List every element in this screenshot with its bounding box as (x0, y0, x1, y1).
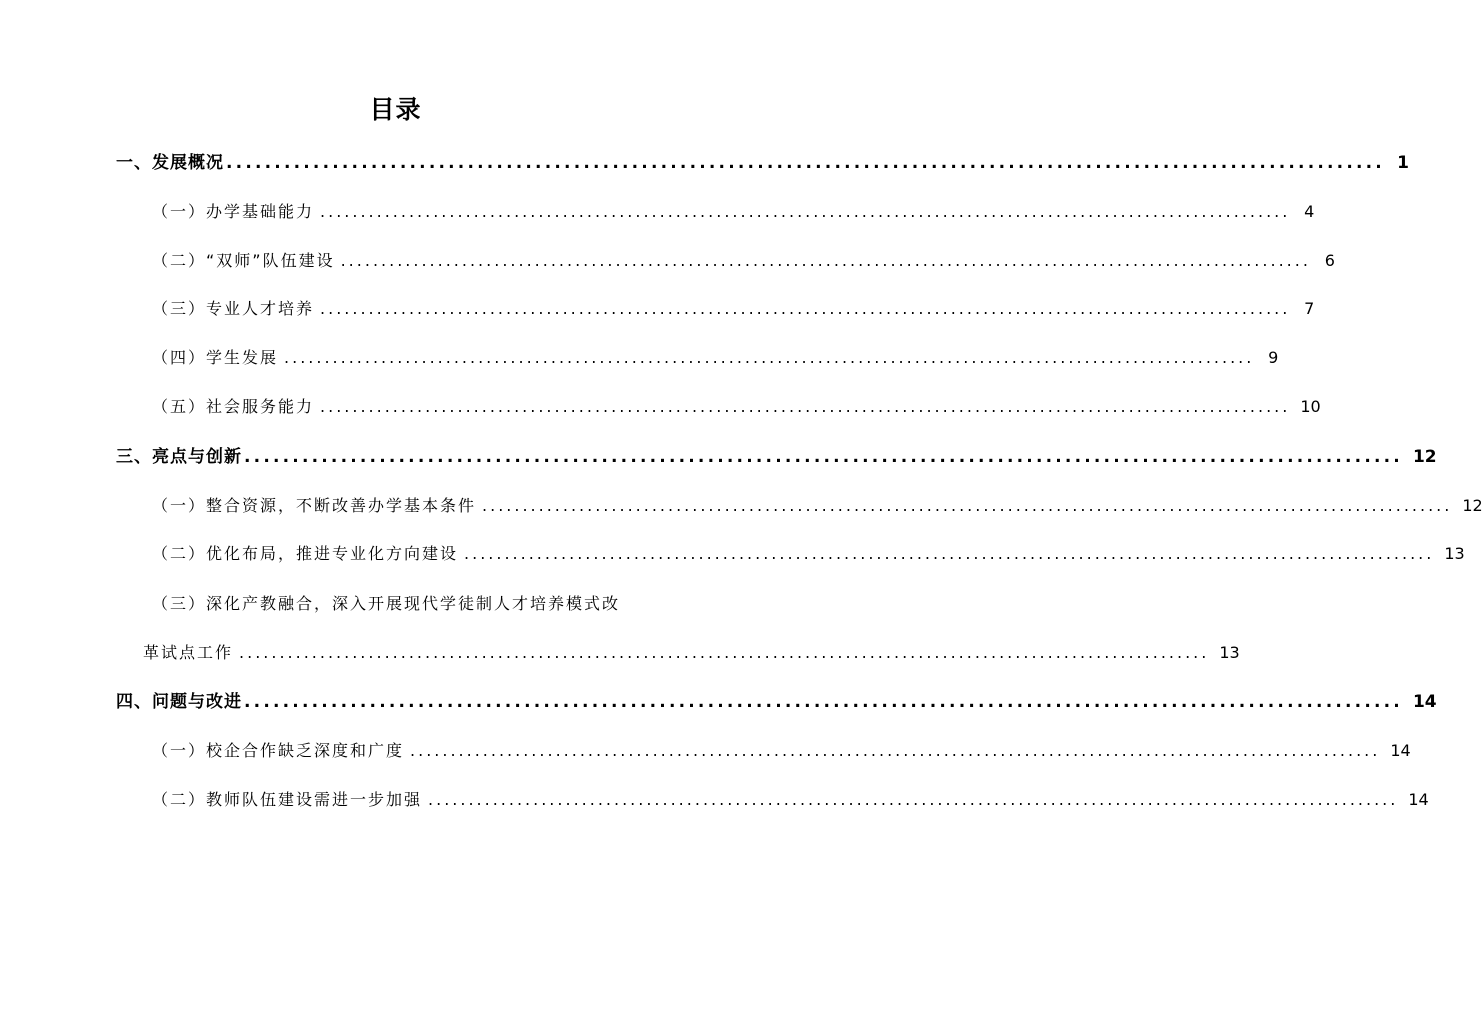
toc-entry[interactable] (116, 444, 1437, 470)
toc-entry[interactable] (152, 493, 1483, 519)
toc-entry-text: 四、问题与改进 (116, 692, 242, 712)
toc-entry[interactable] (152, 345, 1279, 371)
toc-entry-text: （二）教师队伍建设需进一步加强 (152, 790, 423, 809)
toc-entry-text: 革试点工作 (143, 643, 234, 662)
toc-entry-continuation[interactable] (143, 640, 1240, 666)
toc-leader: ........................................................................................................................ (464, 544, 1435, 563)
toc-leader: ........................................................................................................................ (244, 692, 1403, 712)
toc-entry[interactable] (152, 296, 1315, 322)
toc-leader: ........................................................................................................................ (320, 299, 1291, 318)
toc-entry[interactable] (152, 248, 1335, 274)
toc-leader: ........................................................................................................................ (428, 790, 1399, 809)
toc-entry[interactable] (152, 394, 1321, 420)
toc-page-number: 13 (1444, 544, 1465, 563)
toc-entry-multiline[interactable] (152, 591, 675, 617)
toc-page-number: 9 (1268, 348, 1279, 367)
toc-page-number: 10 (1300, 397, 1321, 416)
toc-leader: ........................................................................................................................ (320, 202, 1291, 221)
toc-page-number: 6 (1324, 251, 1335, 270)
toc-leader: ........................................................................................................................ (226, 153, 1385, 173)
toc-entry-text: （一）办学基础能力 (152, 202, 315, 221)
toc-entry-text: （五）社会服务能力 (152, 397, 315, 416)
toc-page-number: 12 (1412, 447, 1437, 467)
toc-entry-text: （三）深化产教融合，深入开展现代学徒制人才培养模式改 (152, 594, 621, 613)
toc-page-number: 14 (1408, 790, 1429, 809)
toc-entry-text: （四）学生发展 (152, 348, 279, 367)
toc-leader: ........................................................................................................................ (482, 496, 1453, 515)
toc-title: 目录 (369, 95, 422, 124)
toc-entry-text: （二）“双师”队伍建设 (152, 251, 335, 270)
toc-entry-text: （二）优化布局，推进专业化方向建设 (152, 544, 459, 563)
toc-leader: ........................................................................................................................ (320, 397, 1291, 416)
toc-entry[interactable] (116, 150, 1409, 176)
toc-page-number: 14 (1390, 741, 1411, 760)
toc-leader: ........................................................................................................................ (340, 251, 1311, 270)
toc-leader: ........................................................................................................................ (244, 447, 1403, 467)
toc-entry-text: （三）专业人才培养 (152, 299, 315, 318)
toc-entry[interactable] (152, 199, 1315, 225)
toc-entry[interactable] (116, 689, 1437, 715)
toc-leader: ........................................................................................................................ (239, 643, 1210, 662)
toc-entry[interactable] (152, 787, 1429, 813)
toc-entry-text: 三、亮点与创新 (116, 447, 242, 467)
toc-page-number: 4 (1304, 202, 1315, 221)
toc-page-number: 14 (1412, 692, 1437, 712)
toc-entry-text: 一、发展概况 (116, 153, 224, 173)
toc-leader: ........................................................................................................................ (410, 741, 1381, 760)
toc-entry-text: （一）整合资源，不断改善办学基本条件 (152, 496, 477, 515)
toc-page-number: 13 (1219, 643, 1240, 662)
toc-page-number: 7 (1304, 299, 1315, 318)
toc-page-number: 12 (1462, 496, 1483, 515)
toc-page-number: 1 (1397, 153, 1409, 173)
toc-entry[interactable] (152, 541, 1465, 567)
toc-entry[interactable] (152, 738, 1411, 764)
toc-entry-text: （一）校企合作缺乏深度和广度 (152, 741, 405, 760)
toc-leader: ........................................................................................................................ (284, 348, 1255, 367)
